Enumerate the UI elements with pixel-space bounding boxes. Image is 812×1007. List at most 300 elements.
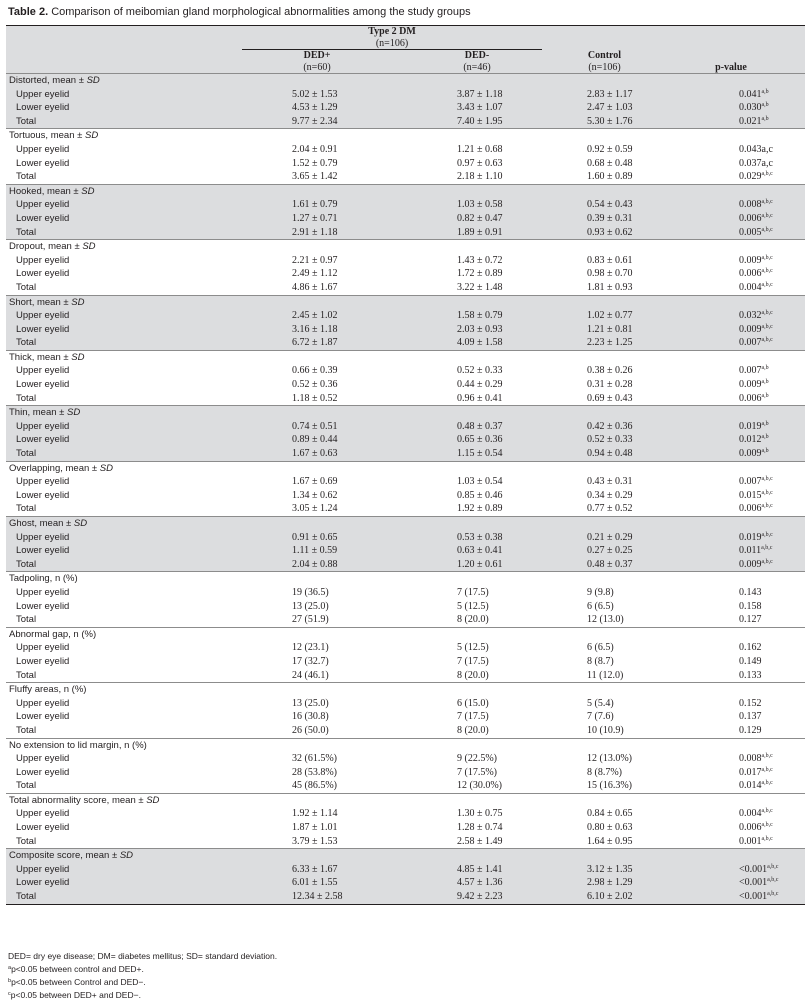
table-row [6, 531, 805, 545]
p-value-superscript: a,b,c [761, 337, 773, 344]
section-title-text: Hooked, mean ± [9, 185, 82, 197]
section-title-text: Composite score, mean ± [9, 850, 120, 862]
header-row-counts [6, 62, 805, 74]
table-row [6, 586, 805, 600]
p-value-text: 0.019 [739, 420, 762, 432]
p-value-text: 0.005 [739, 226, 762, 238]
cell-control: 0.42 ± 0.36 [552, 420, 657, 434]
table-row [6, 807, 805, 821]
table-row [6, 475, 805, 489]
section-title-sd: SD [99, 462, 113, 474]
section-title-text: Total abnormality score, mean ± [9, 794, 147, 806]
section-title-text: Fluffy areas, n (%) [9, 684, 87, 696]
cell-ded-plus: 26 (50.0) [292, 724, 329, 736]
cell-p-value [657, 323, 805, 337]
row-label: Total [6, 890, 232, 904]
row-label: Total [16, 503, 37, 515]
cell-ded-plus: 6.72 ± 1.87 [232, 336, 402, 350]
section-title-sd: SD [81, 185, 95, 197]
cell-ded-minus: 7 (17.5) [457, 586, 489, 598]
cell-p-value [657, 724, 805, 738]
cell-ded-plus: 19 (36.5) [292, 586, 329, 598]
cell-p-value [657, 544, 805, 558]
cell-p-value [657, 531, 805, 545]
col-header-ded-plus: DED+ [303, 50, 331, 61]
cell-control: 1.21 ± 0.81 [552, 323, 657, 337]
cell-ded-plus: 3.65 ± 1.42 [292, 171, 338, 183]
p-value-text: 0.009 [739, 379, 762, 391]
section-header-row [6, 738, 805, 752]
section-title [6, 572, 805, 586]
row-label: Lower eyelid [16, 600, 70, 612]
cell-ded-plus: 0.52 ± 0.36 [292, 379, 338, 391]
table-row [6, 267, 805, 281]
cell-control: 0.52 ± 0.33 [552, 433, 657, 447]
p-value-text: 0.043a,c [739, 143, 773, 155]
cell-ded-minus: 7 (17.5) [457, 711, 489, 723]
row-label: Lower eyelid [16, 489, 70, 501]
cell-p-value [657, 378, 805, 392]
table-row [6, 655, 805, 669]
p-value-superscript: a,b,c [761, 835, 773, 842]
section-title [6, 793, 805, 807]
row-label: Upper eyelid [16, 365, 70, 377]
section-title [6, 738, 805, 752]
p-value-superscript: a,b,c [761, 822, 773, 829]
section-title [6, 461, 805, 475]
cell-p-value [657, 752, 805, 766]
cell-ded-minus: 7 (17.5) [457, 655, 489, 667]
cell-p-value [657, 613, 805, 627]
section-title [6, 129, 805, 143]
cell-ded-minus: 9.42 ± 2.23 [402, 890, 552, 904]
cell-ded-minus: 0.96 ± 0.41 [457, 392, 503, 404]
section-title-sd: SD [73, 518, 88, 529]
cell-ded-plus: 6.33 ± 1.67 [232, 863, 402, 877]
section-title [6, 350, 805, 364]
footnote-a-mark: a [8, 965, 12, 971]
cell-ded-minus: 4.09 ± 1.58 [402, 336, 552, 350]
cell-ded-plus: 2.04 ± 0.91 [292, 143, 338, 155]
table-row [6, 863, 805, 877]
cell-p-value [657, 475, 805, 489]
row-label: Lower eyelid [6, 433, 232, 447]
row-label: Total [6, 226, 232, 240]
p-value-superscript: a,b,c [761, 254, 773, 261]
cell-ded-plus: 3.79 ± 1.53 [292, 835, 338, 847]
cell-control: 0.83 ± 0.61 [587, 254, 633, 266]
section-title-sd: SD [119, 850, 134, 862]
cell-ded-minus: 5 (12.5) [457, 642, 489, 654]
row-label: Upper eyelid [6, 863, 232, 877]
cell-ded-plus: 1.34 ± 0.62 [292, 489, 338, 501]
cell-p-value [657, 669, 805, 683]
section-title-text: Distorted, mean ± [9, 75, 87, 86]
section-header-row [6, 627, 805, 641]
cell-control: 0.84 ± 0.65 [587, 808, 633, 820]
p-value-text: 0.012 [739, 434, 762, 446]
cell-ded-plus: 1.87 ± 1.01 [292, 822, 338, 834]
row-label: Upper eyelid [16, 697, 70, 709]
cell-ded-minus: 7.40 ± 1.95 [402, 115, 552, 129]
row-label: Total [16, 835, 37, 847]
p-value-text: <0.001 [739, 877, 768, 889]
cell-control: 0.38 ± 0.26 [587, 365, 633, 377]
p-value-text: 0.158 [739, 600, 762, 612]
table-row [6, 558, 805, 572]
row-label: Lower eyelid [16, 822, 70, 834]
table-caption [8, 6, 471, 18]
p-value-superscript: a,b,c [761, 212, 773, 219]
row-label: Lower eyelid [16, 157, 70, 169]
cell-control: 6.10 ± 2.02 [552, 890, 657, 904]
table-body [6, 74, 805, 905]
p-value-superscript: a,b [761, 392, 769, 399]
table-row [6, 489, 805, 503]
cell-p-value [657, 586, 805, 600]
cell-ded-minus: 0.85 ± 0.46 [457, 489, 503, 501]
cell-control: 12 (13.0) [587, 614, 624, 626]
table-row [6, 170, 805, 184]
group-header: Type 2 DM [232, 26, 552, 38]
cell-control: 2.83 ± 1.17 [552, 88, 657, 102]
p-value-superscript: a,b,c [761, 780, 773, 787]
footnote-b-text: p<0.05 between Control and DED−. [11, 977, 146, 987]
p-value-text: 0.037a,c [739, 157, 773, 169]
header-row-group-n [6, 38, 805, 51]
row-label: Lower eyelid [6, 101, 232, 115]
cell-control: 0.31 ± 0.28 [587, 379, 633, 391]
cell-control: 9 (9.8) [587, 586, 614, 598]
cell-ded-minus: 1.03 ± 0.58 [402, 198, 552, 212]
cell-p-value [657, 115, 805, 129]
cell-ded-minus: 2.18 ± 1.10 [457, 171, 503, 183]
row-label: Total [16, 614, 37, 626]
cell-control: 7 (7.6) [587, 711, 614, 723]
row-label: Lower eyelid [16, 379, 70, 391]
cell-control: 6 (6.5) [587, 642, 614, 654]
cell-p-value [657, 88, 805, 102]
cell-control: 1.81 ± 0.93 [587, 281, 633, 293]
col-header-ded-minus-n: (n=46) [463, 61, 491, 73]
p-value-text: 0.004 [739, 808, 762, 820]
cell-ded-minus: 9 (22.5%) [457, 753, 497, 765]
cell-ded-minus: 1.72 ± 0.89 [457, 268, 503, 280]
cell-ded-minus: 12 (30.0%) [457, 780, 502, 792]
table-row [6, 433, 805, 447]
cell-ded-plus: 1.11 ± 0.59 [232, 544, 402, 558]
section-title-sd: SD [71, 296, 85, 308]
table-row [6, 143, 805, 157]
table-row [6, 876, 805, 890]
cell-control: 0.93 ± 0.62 [552, 226, 657, 240]
p-value-text: 0.041 [739, 88, 762, 100]
table-row [6, 502, 805, 516]
cell-ded-plus: 1.92 ± 1.14 [292, 808, 338, 820]
row-label: Upper eyelid [16, 642, 70, 654]
p-value-text: 0.021 [739, 115, 762, 127]
cell-control: 1.60 ± 0.89 [587, 171, 633, 183]
cell-control: 0.54 ± 0.43 [552, 198, 657, 212]
cell-control: 8 (8.7%) [587, 766, 622, 778]
cell-p-value [657, 890, 805, 904]
section-title-text: Ghost, mean ± [9, 518, 74, 529]
section-title-sd: SD [67, 407, 81, 419]
p-value-text: 0.009 [739, 254, 762, 266]
cell-ded-plus: 2.21 ± 0.97 [292, 254, 338, 266]
p-value-text: 0.009 [739, 558, 762, 570]
header-row-group [6, 26, 805, 38]
cell-ded-minus: 6 (15.0) [457, 697, 489, 709]
cell-p-value [657, 281, 805, 295]
section-title-text: Thick, mean ± [9, 351, 72, 363]
section-title [6, 406, 805, 420]
section-title-text: Thin, mean ± [9, 407, 68, 419]
table-header [6, 26, 805, 74]
section-header-row [6, 406, 805, 420]
p-value-superscript: a,b [761, 115, 769, 122]
cell-p-value [657, 447, 805, 461]
p-value-superscript: a,b,c [767, 877, 779, 884]
section-title [6, 74, 805, 88]
p-value-superscript: a,b [761, 420, 769, 427]
row-label: Upper eyelid [6, 531, 232, 545]
cell-ded-plus: 4.86 ± 1.67 [292, 281, 338, 293]
cell-p-value [657, 641, 805, 655]
p-value-text: 0.008 [739, 199, 762, 211]
cell-ded-minus: 0.48 ± 0.37 [402, 420, 552, 434]
row-label: Total [6, 115, 232, 129]
table-row [6, 101, 805, 115]
cell-p-value [657, 502, 805, 516]
cell-ded-plus: 13 (25.0) [292, 697, 329, 709]
p-value-superscript: a,b,c [761, 476, 773, 483]
table-row [6, 323, 805, 337]
cell-control: 2.98 ± 1.29 [552, 876, 657, 890]
row-label: Total [16, 281, 37, 293]
section-header-row [6, 184, 805, 198]
cell-ded-plus: 45 (86.5%) [292, 780, 337, 792]
p-value-text: 0.014 [739, 780, 762, 792]
cell-ded-plus: 12.34 ± 2.58 [232, 890, 402, 904]
p-value-superscript: a,b,c [761, 545, 773, 552]
cell-ded-minus: 3.43 ± 1.07 [402, 101, 552, 115]
cell-control: 10 (10.9) [587, 724, 624, 736]
table-row [6, 766, 805, 780]
row-label: Lower eyelid [6, 323, 232, 337]
p-value-superscript: a,b,c [761, 503, 773, 510]
section-title-sd: SD [86, 75, 100, 86]
cell-ded-minus: 1.89 ± 0.91 [402, 226, 552, 240]
cell-control: 12 (13.0%) [587, 753, 632, 765]
group-header-n: (n=106) [242, 38, 542, 51]
section-title [6, 517, 805, 531]
table-row [6, 212, 805, 226]
p-value-text: 0.007 [739, 337, 762, 349]
cell-ded-minus: 2.58 ± 1.49 [457, 835, 503, 847]
section-title [6, 849, 805, 863]
p-value-superscript: a,b,c [761, 808, 773, 815]
header-row-columns [6, 50, 805, 62]
section-header-row [6, 517, 805, 531]
cell-ded-minus: 1.92 ± 0.89 [457, 503, 503, 515]
row-label: Upper eyelid [16, 586, 70, 598]
p-value-text: 0.006 [739, 268, 762, 280]
cell-p-value [657, 420, 805, 434]
row-label: Total [16, 724, 37, 736]
section-header-row [6, 240, 805, 254]
cell-ded-minus: 4.85 ± 1.41 [402, 863, 552, 877]
p-value-text: 0.032 [739, 310, 762, 322]
cell-ded-minus: 1.30 ± 0.75 [457, 808, 503, 820]
row-label: Lower eyelid [16, 268, 70, 280]
p-value-superscript: a,b,c [767, 891, 779, 898]
table-row [6, 544, 805, 558]
section-title-text: Tadpoling, n (%) [9, 573, 78, 585]
cell-control: 1.02 ± 0.77 [552, 309, 657, 323]
cell-control: 1.64 ± 0.95 [587, 835, 633, 847]
section-header-row [6, 849, 805, 863]
footnote-c-text: p<0.05 between DED+ and DED−. [10, 990, 141, 1000]
table-row [6, 710, 805, 724]
p-value-text: 0.030 [739, 102, 762, 114]
cell-ded-minus: 1.58 ± 0.79 [402, 309, 552, 323]
cell-ded-plus: 17 (32.7) [292, 655, 329, 667]
section-title-text: Short, mean ± [9, 296, 72, 308]
footnote-b [8, 976, 277, 989]
cell-p-value [657, 198, 805, 212]
p-value-superscript: a,b,c [761, 558, 773, 565]
cell-ded-minus: 0.44 ± 0.29 [457, 379, 503, 391]
cell-ded-plus: 2.91 ± 1.18 [232, 226, 402, 240]
table-row [6, 88, 805, 102]
cell-control: 2.23 ± 1.25 [552, 336, 657, 350]
p-value-text: 0.129 [739, 724, 762, 736]
p-value-text: 0.149 [739, 655, 762, 667]
p-value-superscript: a,b [761, 448, 769, 455]
p-value-superscript: a,b,c [761, 281, 773, 288]
cell-p-value [657, 655, 805, 669]
cell-control: 6 (6.5) [587, 600, 614, 612]
p-value-text: 0.019 [739, 531, 762, 543]
table-row [6, 890, 805, 904]
cell-ded-minus: 1.20 ± 0.61 [402, 558, 552, 572]
row-label: Upper eyelid [16, 808, 70, 820]
p-value-text: 0.137 [739, 711, 762, 723]
row-label: Lower eyelid [16, 766, 70, 778]
footnote-c [8, 989, 277, 1002]
cell-p-value [657, 143, 805, 157]
p-value-text: 0.006 [739, 503, 762, 515]
table-row [6, 779, 805, 793]
cell-ded-plus: 4.53 ± 1.29 [232, 101, 402, 115]
p-value-superscript: a,b,c [761, 489, 773, 496]
section-title-text: Abnormal gap, n (%) [9, 628, 97, 640]
p-value-text: 0.006 [739, 212, 762, 224]
table-row [6, 641, 805, 655]
p-value-text: 0.015 [739, 489, 762, 501]
section-title-text: Dropout, mean ± [9, 241, 83, 253]
footnote-abbreviations: DED= dry eye disease; DM= diabetes mellitus; SD= standard deviation. [8, 951, 278, 961]
p-value-text: 0.007 [739, 365, 762, 377]
cell-control: 0.69 ± 0.43 [587, 392, 633, 404]
table-row [6, 378, 805, 392]
p-value-text: 0.152 [739, 697, 762, 709]
table-row [6, 336, 805, 350]
cell-control: 0.39 ± 0.31 [552, 212, 657, 226]
cell-ded-plus: 0.91 ± 0.65 [232, 531, 402, 545]
cell-ded-plus: 24 (46.1) [292, 669, 329, 681]
p-value-superscript: a,b,c [761, 199, 773, 206]
cell-ded-minus: 0.63 ± 0.41 [402, 544, 552, 558]
section-title-sd: SD [84, 130, 99, 142]
row-label: Upper eyelid [16, 143, 70, 155]
cell-ded-plus: 32 (61.5%) [292, 753, 337, 765]
p-value-superscript: a,b,c [761, 323, 773, 330]
cell-ded-plus: 9.77 ± 2.34 [232, 115, 402, 129]
cell-control: 0.27 ± 0.25 [552, 544, 657, 558]
cell-p-value [657, 433, 805, 447]
table-row [6, 724, 805, 738]
col-header-p-value: p-value [715, 61, 747, 73]
p-value-text: 0.143 [739, 586, 762, 598]
cell-control: 15 (16.3%) [587, 780, 632, 792]
row-label: Total [16, 780, 37, 792]
row-label: Upper eyelid [16, 476, 70, 488]
col-header-ded-plus-n: (n=60) [303, 61, 331, 73]
p-value-text: 0.162 [739, 642, 762, 654]
row-label: Total [16, 392, 37, 404]
col-header-control: Control [587, 50, 622, 61]
cell-ded-minus: 1.03 ± 0.54 [457, 476, 503, 488]
table-row [6, 669, 805, 683]
row-label: Total [16, 171, 37, 183]
table-title: Comparison of meibomian gland morphological abnormalities among the study groups [48, 6, 471, 18]
cell-control: 0.98 ± 0.70 [587, 268, 633, 280]
cell-ded-plus: 1.61 ± 0.79 [232, 198, 402, 212]
cell-ded-plus: 1.52 ± 0.79 [292, 157, 338, 169]
cell-ded-plus: 16 (30.8) [292, 711, 329, 723]
cell-control: 2.47 ± 1.03 [552, 101, 657, 115]
footnote-a [8, 963, 277, 976]
cell-ded-minus: 3.22 ± 1.48 [457, 281, 503, 293]
cell-ded-plus: 2.49 ± 1.12 [292, 268, 338, 280]
p-value-text: 0.006 [739, 392, 762, 404]
row-label: Upper eyelid [6, 88, 232, 102]
cell-ded-plus: 3.05 ± 1.24 [292, 503, 338, 515]
table-row [6, 600, 805, 614]
cell-ded-minus: 1.28 ± 0.74 [457, 822, 503, 834]
cell-ded-plus: 3.16 ± 1.18 [232, 323, 402, 337]
table-row [6, 364, 805, 378]
p-value-text: <0.001 [739, 891, 768, 903]
p-value-text: 0.007 [739, 476, 762, 488]
table-row [6, 447, 805, 461]
table-row [6, 420, 805, 434]
row-label: Total [6, 558, 232, 572]
cell-control: 5.30 ± 1.76 [552, 115, 657, 129]
section-header-row [6, 74, 805, 88]
cell-ded-plus: 0.74 ± 0.51 [232, 420, 402, 434]
table-row [6, 115, 805, 129]
section-title-text: Overlapping, mean ± [9, 462, 100, 474]
p-value-text: 0.009 [739, 448, 762, 460]
section-title [6, 240, 805, 254]
table-row [6, 309, 805, 323]
footnote-b-mark: b [8, 978, 12, 984]
p-value-superscript: a,b,c [767, 863, 779, 870]
table-row [6, 198, 805, 212]
